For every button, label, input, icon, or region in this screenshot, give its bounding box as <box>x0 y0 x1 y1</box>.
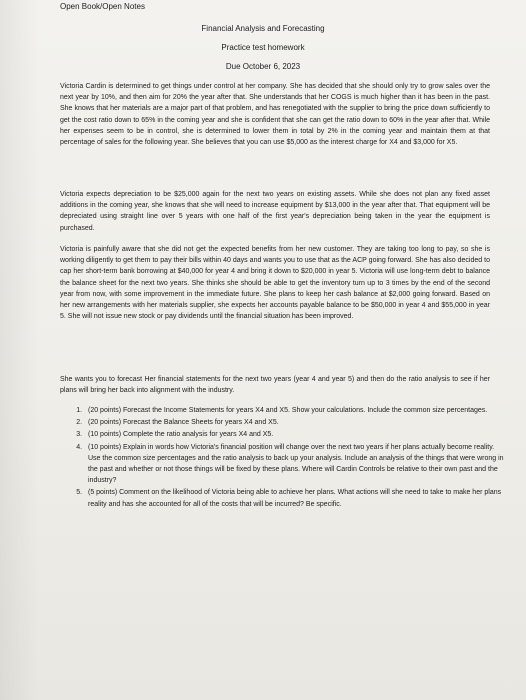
header-note: Open Book/Open Notes <box>60 2 145 11</box>
question-list <box>68 405 504 510</box>
paragraph-working-capital: Victoria is painfully aware that she did not get the expected benefits from her new customer. They are taking too long to pay, so she is working diligently to get them to pay their bills within 40 days and wants you to use that as the ACP going forward. She has also decided to cap her short-term bank borrowing at $40,000 for year 4 and bring it down to $20,000 in year 5. Victoria will use long-term debt to balance the balance sheet for the next two years. She thinks she should be able to get the inventory turn up to 3 times by the end of the second year from now, with some improvement in the immediate future. She plans to keep her cash balance at $2,000 going forward. Based on her new arrangements with her materials supplier, she expects her accounts payable balance to be $50,000 in year 4 and $55,000 in year 5. She will not issue new stock or pay dividends until the financial situation has been improved. <box>60 246 490 321</box>
paragraph-depreciation: Victoria expects depreciation to be $25,000 again for the next two years on existing assets. While she does not plan any fixed asset additions in the coming year, she knows that she will need to increase equipment by $13,000 in the year after that. That equipment will be depreciated using straight line over 5 years with one half of the first year's depreciation being taken in the year the equipment is purchased. <box>60 191 490 232</box>
page-shadow <box>0 0 40 700</box>
paragraph-sales-costs: Victoria Cardin is determined to get things under control at her company. She has decided that she should only try to grow sales over the next year by 10%, and then aim for 20% the year after that. She understands that her COGS is much higher than it has been in the past. She knows that her materials are a major part of that problem, and has renegotiated with the supplier to bring the price down sufficiently to get the cost ratio down to 65% in the coming year and she is confident that she can get the ratio down to 60% in the year after that. While her expenses seem to be in control, she is determined to lower them in total by 2% in the coming year and maintain them at that percentage of sales for the following year. She believes that you can use $5,000 as the interest charge for X4 and $3,000 for X5. <box>60 83 490 147</box>
document-title: Financial Analysis and Forecasting <box>201 24 325 33</box>
question-item: 2. (20 points) Forecast the Balance Sheets for years X4 and X5. <box>84 417 504 428</box>
question-item: 3. (10 points) Complete the ratio analysis for years X4 and X5. <box>84 429 504 440</box>
document-subtitle: Practice test homework <box>221 43 305 52</box>
question-item: 1. (20 points) Forecast the Income Statements for years X4 and X5. Show your calculations. Include the common size percentages. <box>84 405 504 416</box>
due-date: Due October 6, 2023 <box>225 62 301 71</box>
question-item: 4. (10 points) Explain in words how Victoria's financial position will change over the next two years if her plans actually become reality. Use the common size percentages and the ratio analysis to back up your analysis. Include an analysis of the things that were wrong in the past and whether or not those things will be fixed by these plans. Where will Cardin Controls be relative to their own past and the industry? <box>84 442 504 487</box>
question-item: 5. (5 points) Comment on the likelihood of Victoria being able to achieve her plans. What actions will she need to take to make her plans reality and has she accounted for all of the costs that will be incurred? Be specific. <box>84 487 504 509</box>
paragraph-instructions: She wants you to forecast Her financial statements for the next two years (year 4 and year 5) and then do the ratio analysis to see if her plans will bring her back into alignment with the industry. <box>60 376 490 395</box>
